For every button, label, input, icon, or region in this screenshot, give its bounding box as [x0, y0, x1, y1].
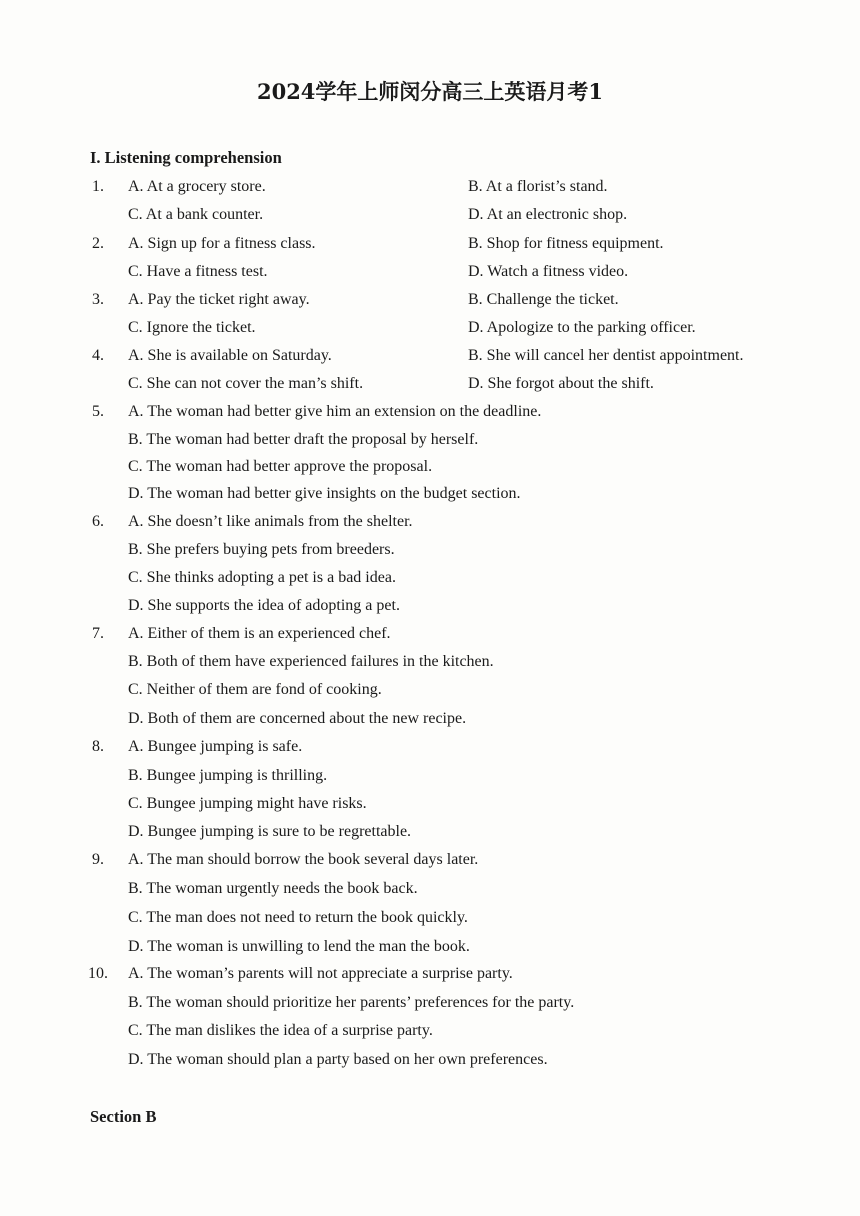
question-number: 5. — [92, 403, 104, 420]
option-d: D. Watch a fitness video. — [468, 263, 629, 280]
question-number: 1. — [92, 178, 104, 195]
option-c: C. She can not cover the man’s shift. — [128, 375, 364, 392]
option-b: B. The woman should prioritize her parents’ preferences for the party. — [128, 994, 575, 1011]
option-c: C. The man dislikes the idea of a surprise party. — [128, 1022, 433, 1039]
option-c: C. Have a fitness test. — [128, 263, 268, 280]
question-number: 6. — [92, 513, 104, 530]
option-a: A. The woman had better give him an extension on the deadline. — [128, 403, 542, 420]
section-heading-listening: I. Listening comprehension — [90, 148, 282, 167]
question-number: 7. — [92, 625, 104, 642]
option-c: C. The woman had better approve the proposal. — [128, 458, 433, 475]
option-d: D. The woman should plan a party based on her own preferences. — [128, 1051, 548, 1068]
option-c: C. At a bank counter. — [128, 206, 264, 223]
option-b: B. The woman had better draft the proposal by herself. — [128, 431, 479, 448]
option-a: A. The man should borrow the book several days later. — [128, 851, 479, 868]
option-d: D. The woman had better give insights on the budget section. — [128, 485, 521, 502]
option-c: C. Bungee jumping might have risks. — [128, 795, 367, 812]
option-b: B. Challenge the ticket. — [468, 291, 619, 308]
option-d: D. Apologize to the parking officer. — [468, 319, 696, 336]
option-c: C. The man does not need to return the book quickly. — [128, 909, 468, 926]
question-number: 2. — [92, 235, 104, 252]
page-title: 2024学年上师闵分高三上英语月考1 — [256, 79, 604, 104]
option-a: A. She doesn’t like animals from the shelter. — [128, 513, 413, 530]
question-number: 3. — [92, 291, 104, 308]
option-d: D. At an electronic shop. — [468, 206, 628, 223]
option-d: D. The woman is unwilling to lend the man the book. — [128, 938, 470, 955]
option-c: C. Neither of them are fond of cooking. — [128, 681, 382, 698]
option-b: B. She will cancel her dentist appointment. — [468, 347, 744, 364]
option-b: B. Bungee jumping is thrilling. — [128, 767, 328, 784]
option-d: D. She supports the idea of adopting a pet. — [128, 597, 400, 614]
option-d: D. Bungee jumping is sure to be regrettable. — [128, 823, 412, 840]
option-a: A. Either of them is an experienced chef. — [128, 625, 391, 642]
option-d: D. She forgot about the shift. — [468, 375, 654, 392]
question-number: 4. — [92, 347, 104, 364]
option-a: A. Bungee jumping is safe. — [128, 738, 303, 755]
option-d: D. Both of them are concerned about the new recipe. — [128, 710, 467, 727]
option-a: A. Pay the ticket right away. — [128, 291, 310, 308]
option-a: A. Sign up for a fitness class. — [128, 235, 316, 252]
option-c: C. She thinks adopting a pet is a bad idea. — [128, 569, 396, 586]
question-number: 8. — [92, 738, 104, 755]
option-a: A. She is available on Saturday. — [128, 347, 332, 364]
question-number: 9. — [92, 851, 104, 868]
option-b: B. Shop for fitness equipment. — [468, 235, 664, 252]
option-b: B. She prefers buying pets from breeders. — [128, 541, 395, 558]
option-a: A. At a grocery store. — [128, 178, 266, 195]
section-heading-section-b: Section B — [90, 1107, 157, 1126]
option-b: B. At a florist’s stand. — [468, 178, 608, 195]
question-number: 10. — [88, 965, 108, 982]
option-b: B. The woman urgently needs the book back. — [128, 880, 418, 897]
option-a: A. The woman’s parents will not appreciate a surprise party. — [128, 965, 513, 982]
option-b: B. Both of them have experienced failures in the kitchen. — [128, 653, 494, 670]
option-c: C. Ignore the ticket. — [128, 319, 256, 336]
